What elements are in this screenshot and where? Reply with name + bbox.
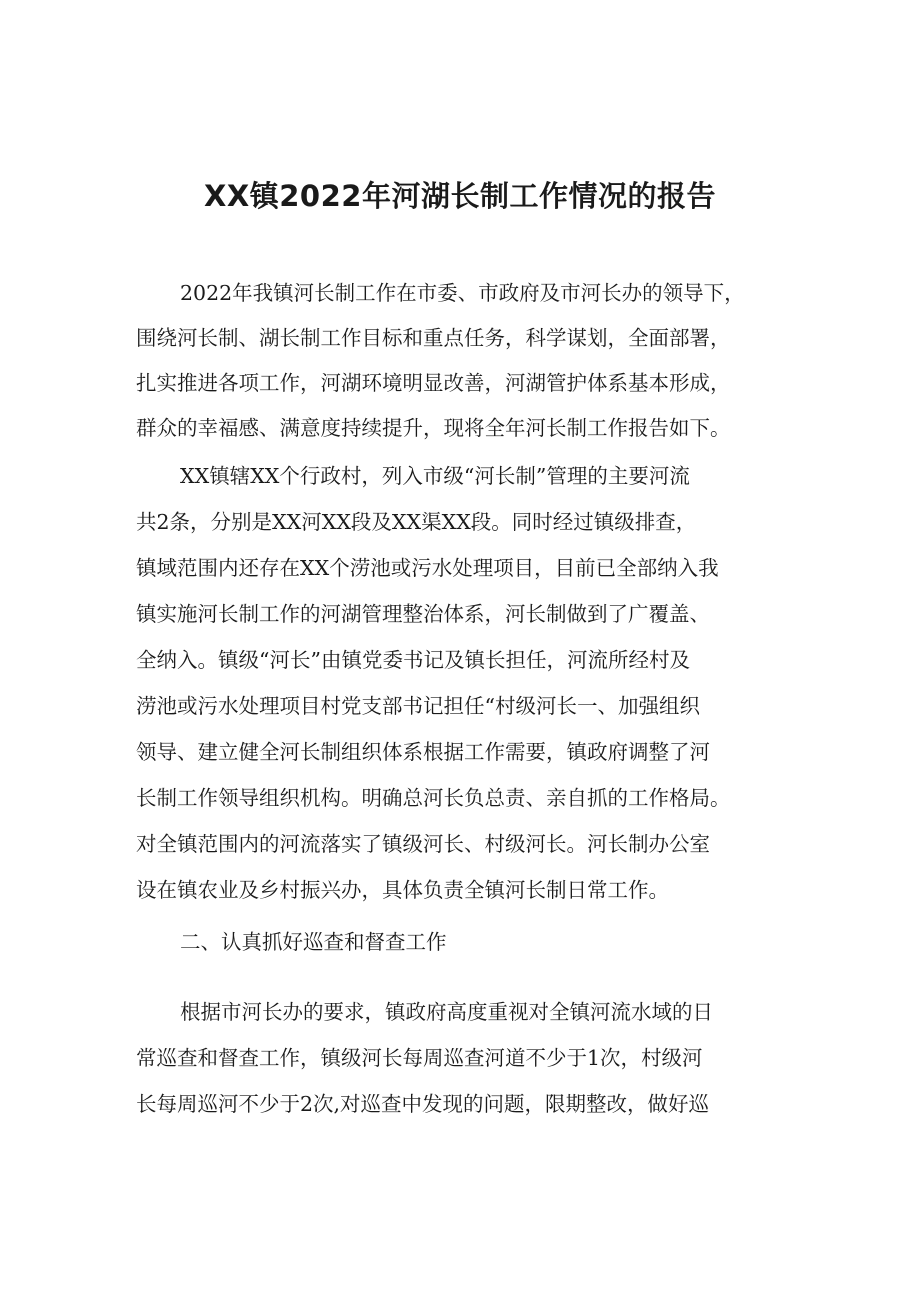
paragraph-line: 群众的幸福感、满意度持续提升，现将全年河长制工作报告如下。 <box>136 416 731 440</box>
paragraph-line: 扎实推进各项工作，河湖环境明显改善，河湖管护体系基本形成， <box>136 371 731 395</box>
paragraph-line: 共2条，分别是XX河XX段及XX渠XX段。同时经过镇级排查， <box>136 510 697 534</box>
section-heading: 二、认真抓好巡查和督查工作 <box>180 930 447 954</box>
paragraph-line: 根据市河长办的要求，镇政府高度重视对全镇河流水域的日 <box>180 1000 713 1024</box>
paragraph-line: 涝池或污水处理项目村党支部书记担任“村级河长一、加强组织 <box>136 694 700 718</box>
paragraph-line: 长制工作领导组织机构。明确总河长负总责、亲自抓的工作格局。 <box>136 786 731 810</box>
paragraph-line: 围绕河长制、湖长制工作目标和重点任务，科学谋划，全面部署， <box>136 326 731 350</box>
paragraph-line: 全纳入。镇级“河长”由镇党委书记及镇长担任，河流所经村及 <box>136 648 690 672</box>
paragraph-line: 常巡查和督查工作，镇级河长每周巡查河道不少于1次，村级河 <box>136 1046 703 1070</box>
paragraph-line: 2022年我镇河长制工作在市委、市政府及市河长办的领导下， <box>180 281 745 305</box>
paragraph-line: 设在镇农业及乡村振兴办，具体负责全镇河长制日常工作。 <box>136 878 669 902</box>
document-title: XX镇2022年河湖长制工作情况的报告 <box>204 179 716 213</box>
paragraph-line: 领导、建立健全河长制组织体系根据工作需要，镇政府调整了河 <box>136 740 710 764</box>
paragraph-line: 镇实施河长制工作的河湖管理整治体系，河长制做到了广覆盖、 <box>136 602 710 626</box>
paragraph-line: 长每周巡河不少于2次,对巡查中发现的问题，限期整改，做好巡 <box>136 1092 710 1116</box>
paragraph-line: XX镇辖XX个行政村，列入市级“河长制”管理的主要河流 <box>180 464 690 488</box>
paragraph-line: 对全镇范围内的河流落实了镇级河长、村级河长。河长制办公室 <box>136 832 710 856</box>
paragraph-line: 镇域范围内还存在XX个涝池或污水处理项目，目前已全部纳入我 <box>136 556 719 580</box>
